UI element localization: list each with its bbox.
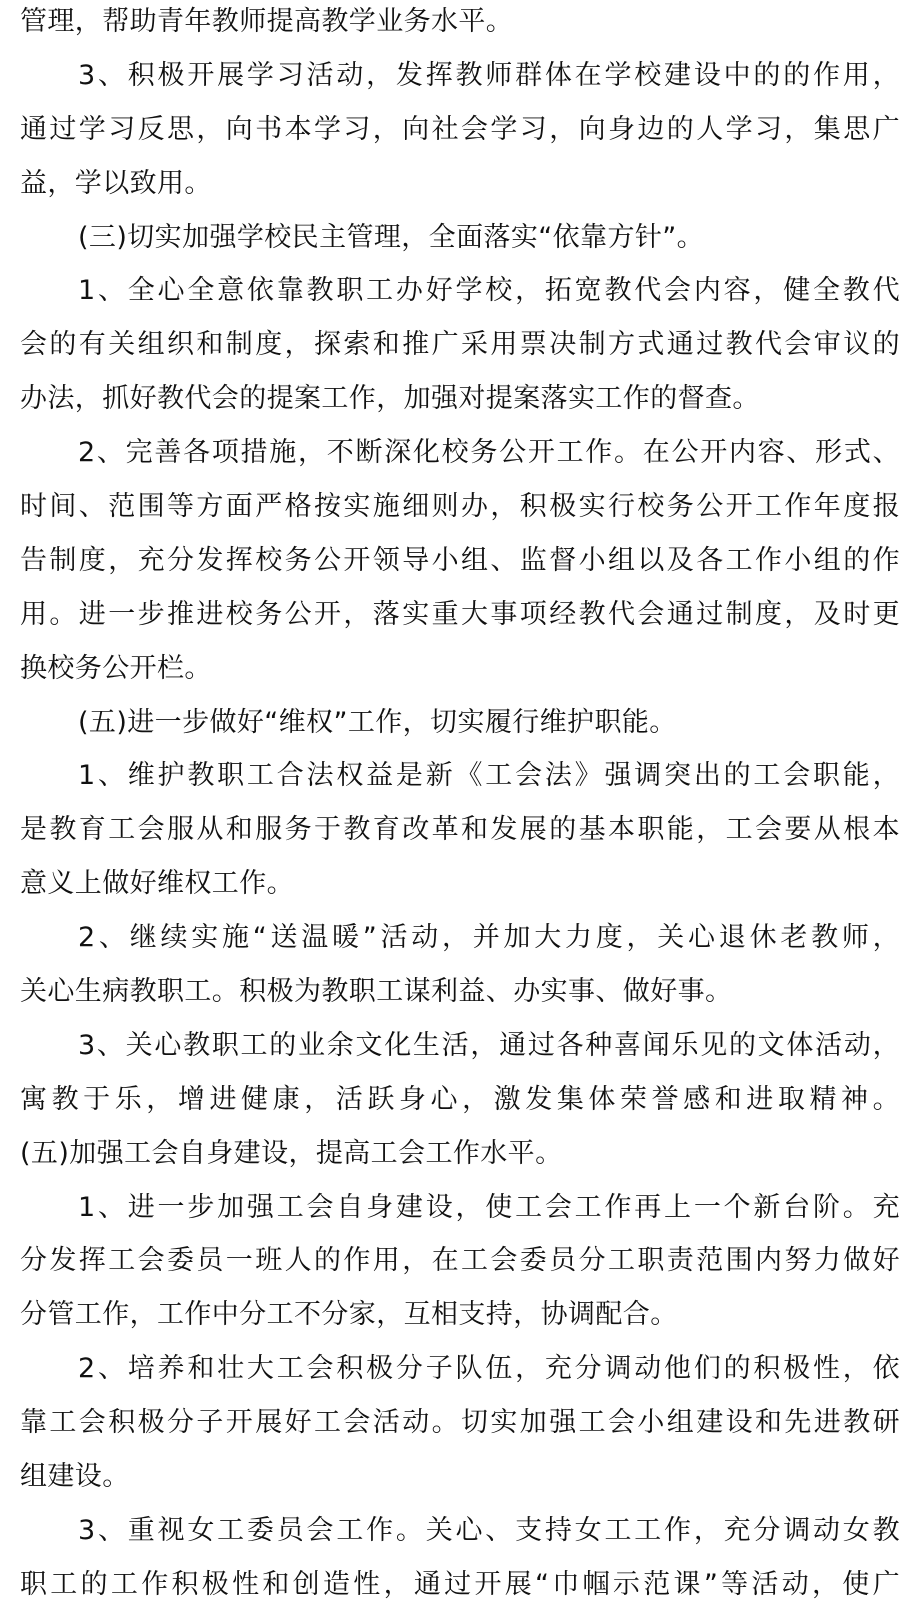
text-line: 通过学习反思，向书本学习，向社会学习，向身边的人学习，集思广 xyxy=(20,113,900,145)
text-line: (五)进一步做好“维权”工作，切实履行维护职能。 xyxy=(78,706,677,738)
text-line: 用。进一步推进校务公开，落实重大事项经教代会通过制度，及时更 xyxy=(20,598,900,630)
text-line: 分管工作，工作中分工不分家，互相支持，协调配合。 xyxy=(20,1299,678,1331)
text-line: 3、重视女工委员会工作。关心、支持女工工作，充分调动女教 xyxy=(78,1514,900,1546)
text-line: 益，学以致用。 xyxy=(20,167,212,199)
text-line: (三)切实加强学校民主管理，全面落实“依靠方针”。 xyxy=(78,221,705,253)
text-line: 1、全心全意依靠教职工办好学校，拓宽教代会内容，健全教代 xyxy=(78,275,900,307)
text-line: 时间、范围等方面严格按实施细则办，积极实行校务公开工作年度报 xyxy=(20,491,900,523)
text-line: 办法，抓好教代会的提案工作，加强对提案落实工作的督查。 xyxy=(20,383,760,415)
text-line: 会的有关组织和制度，探索和推广采用票决制方式通过教代会审议的 xyxy=(20,329,900,361)
text-line: 3、积极开展学习活动，发挥教师群体在学校建设中的的作用， xyxy=(78,59,900,91)
text-line: 3、关心教职工的业余文化生活，通过各种喜闻乐见的文体活动， xyxy=(78,1029,900,1061)
text-line: 2、继续实施“送温暖”活动，并加大力度，关心退休老教师， xyxy=(78,922,900,954)
text-line: 1、维护教职工合法权益是新《工会法》强调突出的工会职能， xyxy=(78,760,900,792)
text-line: 寓教于乐，增进健康，活跃身心，激发集体荣誉感和进取精神。 xyxy=(20,1083,900,1115)
text-line: 组建设。 xyxy=(20,1461,130,1493)
text-line: 2、培养和壮大工会积极分子队伍，充分调动他们的积极性，依 xyxy=(78,1353,900,1385)
text-line: 靠工会积极分子开展好工会活动。切实加强工会小组建设和先进教研 xyxy=(20,1407,900,1439)
document-body xyxy=(20,0,900,1612)
text-line: 1、进一步加强工会自身建设，使工会工作再上一个新台阶。充 xyxy=(78,1191,900,1223)
text-line: 告制度，充分发挥校务公开领导小组、监督小组以及各工作小组的作 xyxy=(20,544,900,576)
text-line: 关心生病教职工。积极为教职工谋利益、办实事、做好事。 xyxy=(20,976,733,1008)
text-line: 职工的工作积极性和创造性，通过开展“巾帼示范课”等活动，使广 xyxy=(20,1568,900,1600)
text-line: 分发挥工会委员一班人的作用，在工会委员分工职责范围内努力做好 xyxy=(20,1245,900,1277)
text-line: 2、完善各项措施，不断深化校务公开工作。在公开内容、形式、 xyxy=(78,437,900,469)
text-line: 管理，帮助青年教师提高教学业务水平。 xyxy=(20,6,514,37)
text-line: 意义上做好维权工作。 xyxy=(20,868,294,900)
text-line: 换校务公开栏。 xyxy=(20,652,212,684)
text-line: 是教育工会服从和服务于教育改革和发展的基本职能，工会要从根本 xyxy=(20,814,900,846)
text-line: (五)加强工会自身建设，提高工会工作水平。 xyxy=(20,1137,563,1169)
